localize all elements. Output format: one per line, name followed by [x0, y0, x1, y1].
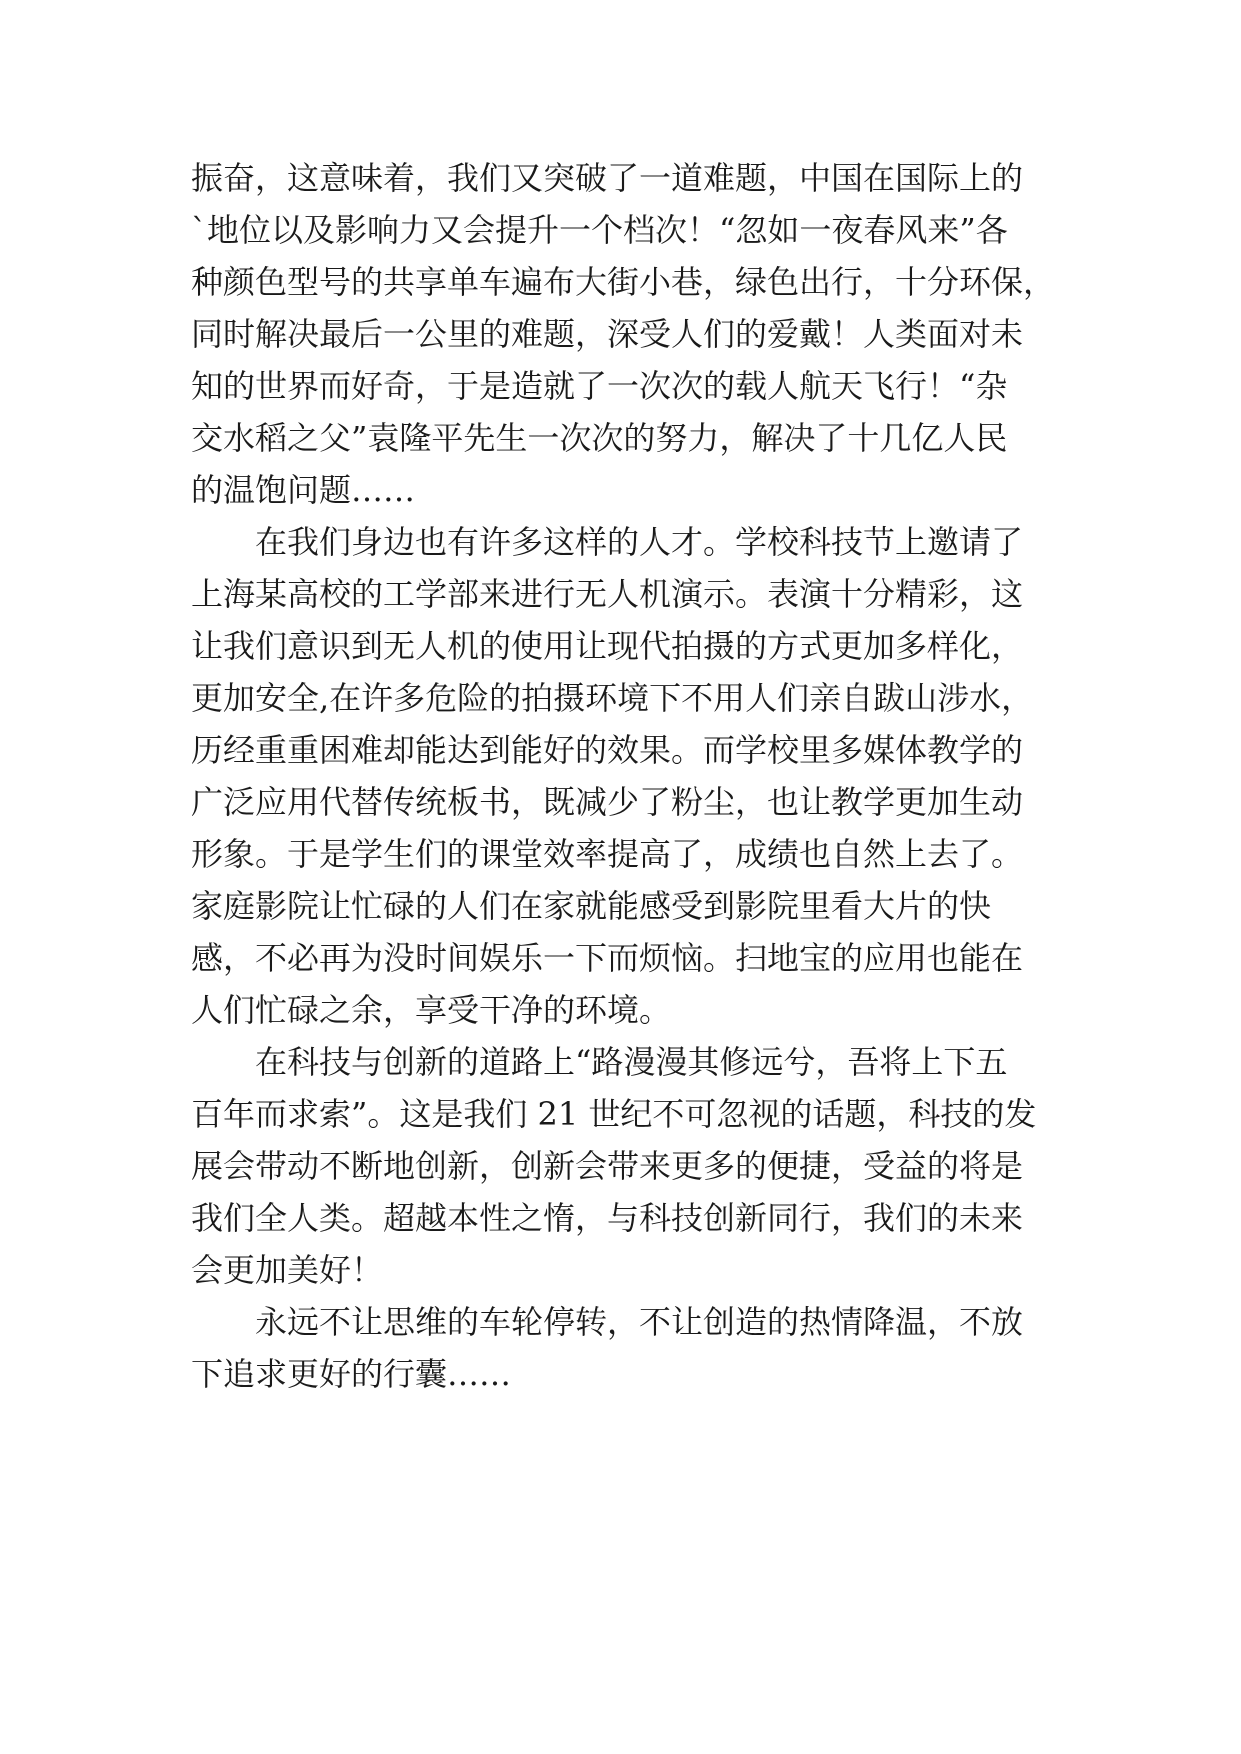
paragraph-2-line-10: 人们忙碌之余，享受干净的环境。 — [191, 991, 672, 1029]
paragraph-3-line-5: 会更加美好！ — [191, 1251, 384, 1289]
paragraph-2-line-5: 历经重重困难却能达到能好的效果。而学校里多媒体教学的 — [191, 731, 1024, 769]
paragraph-2-line-2: 上海某高校的工学部来进行无人机演示。表演十分精彩，这 — [191, 575, 1024, 613]
paragraph-2-line-7: 形象。于是学生们的课堂效率提高了，成绩也自然上去了。 — [191, 835, 1024, 873]
paragraph-1-line-5: 知的世界而好奇，于是造就了一次次的载人航天飞行！“杂 — [191, 367, 1008, 405]
paragraph-2-line-9: 感，不必再为没时间娱乐一下而烦恼。扫地宝的应用也能在 — [191, 939, 1024, 977]
paragraph-1-line-4: 同时解决最后一公里的难题，深受人们的爱戴！人类面对未 — [191, 315, 1024, 353]
paragraph-3-line-3: 展会带动不断地创新，创新会带来更多的便捷，受益的将是 — [191, 1147, 1024, 1185]
paragraph-1-line-1: 振奋，这意味着，我们又突破了一道难题，中国在国际上的 — [191, 159, 1024, 197]
paragraph-3-line-1: 在科技与创新的道路上“路漫漫其修远兮，吾将上下五 — [255, 1043, 1008, 1081]
paragraph-2-line-8: 家庭影院让忙碌的人们在家就能感受到影院里看大片的快 — [191, 887, 992, 925]
paragraph-1-line-7: 的温饱问题…… — [191, 471, 416, 509]
paragraph-1-line-6: 交水稻之父”袁隆平先生一次次的努力，解决了十几亿人民 — [191, 419, 1008, 457]
paragraph-2-line-4: 更加安全,在许多危险的拍摄环境下不用人们亲自跋山涉水， — [191, 679, 1034, 717]
paragraph-2-line-3: 让我们意识到无人机的使用让现代拍摄的方式更加多样化， — [191, 627, 1024, 665]
paragraph-2-line-6: 广泛应用代替传统板书，既减少了粉尘，也让教学更加生动 — [191, 783, 1024, 821]
paragraph-1-line-3: 种颜色型号的共享单车遍布大街小巷，绿色出行，十分环保， — [191, 263, 1056, 301]
paragraph-4-line-1: 永远不让思维的车轮停转，不让创造的热情降温，不放 — [255, 1303, 1024, 1341]
paragraph-4-line-2: 下追求更好的行囊…… — [191, 1355, 512, 1393]
paragraph-3-line-4: 我们全人类。超越本性之惰，与科技创新同行，我们的未来 — [191, 1199, 1024, 1237]
paragraph-2-line-1: 在我们身边也有许多这样的人才。学校科技节上邀请了 — [255, 523, 1024, 561]
paragraph-3-line-2: 百年而求索”。这是我们 21 世纪不可忽视的话题，科技的发 — [191, 1095, 1037, 1133]
paragraph-1-line-2: `地位以及影响力又会提升一个档次！“忽如一夜春风来”各 — [191, 211, 1008, 249]
